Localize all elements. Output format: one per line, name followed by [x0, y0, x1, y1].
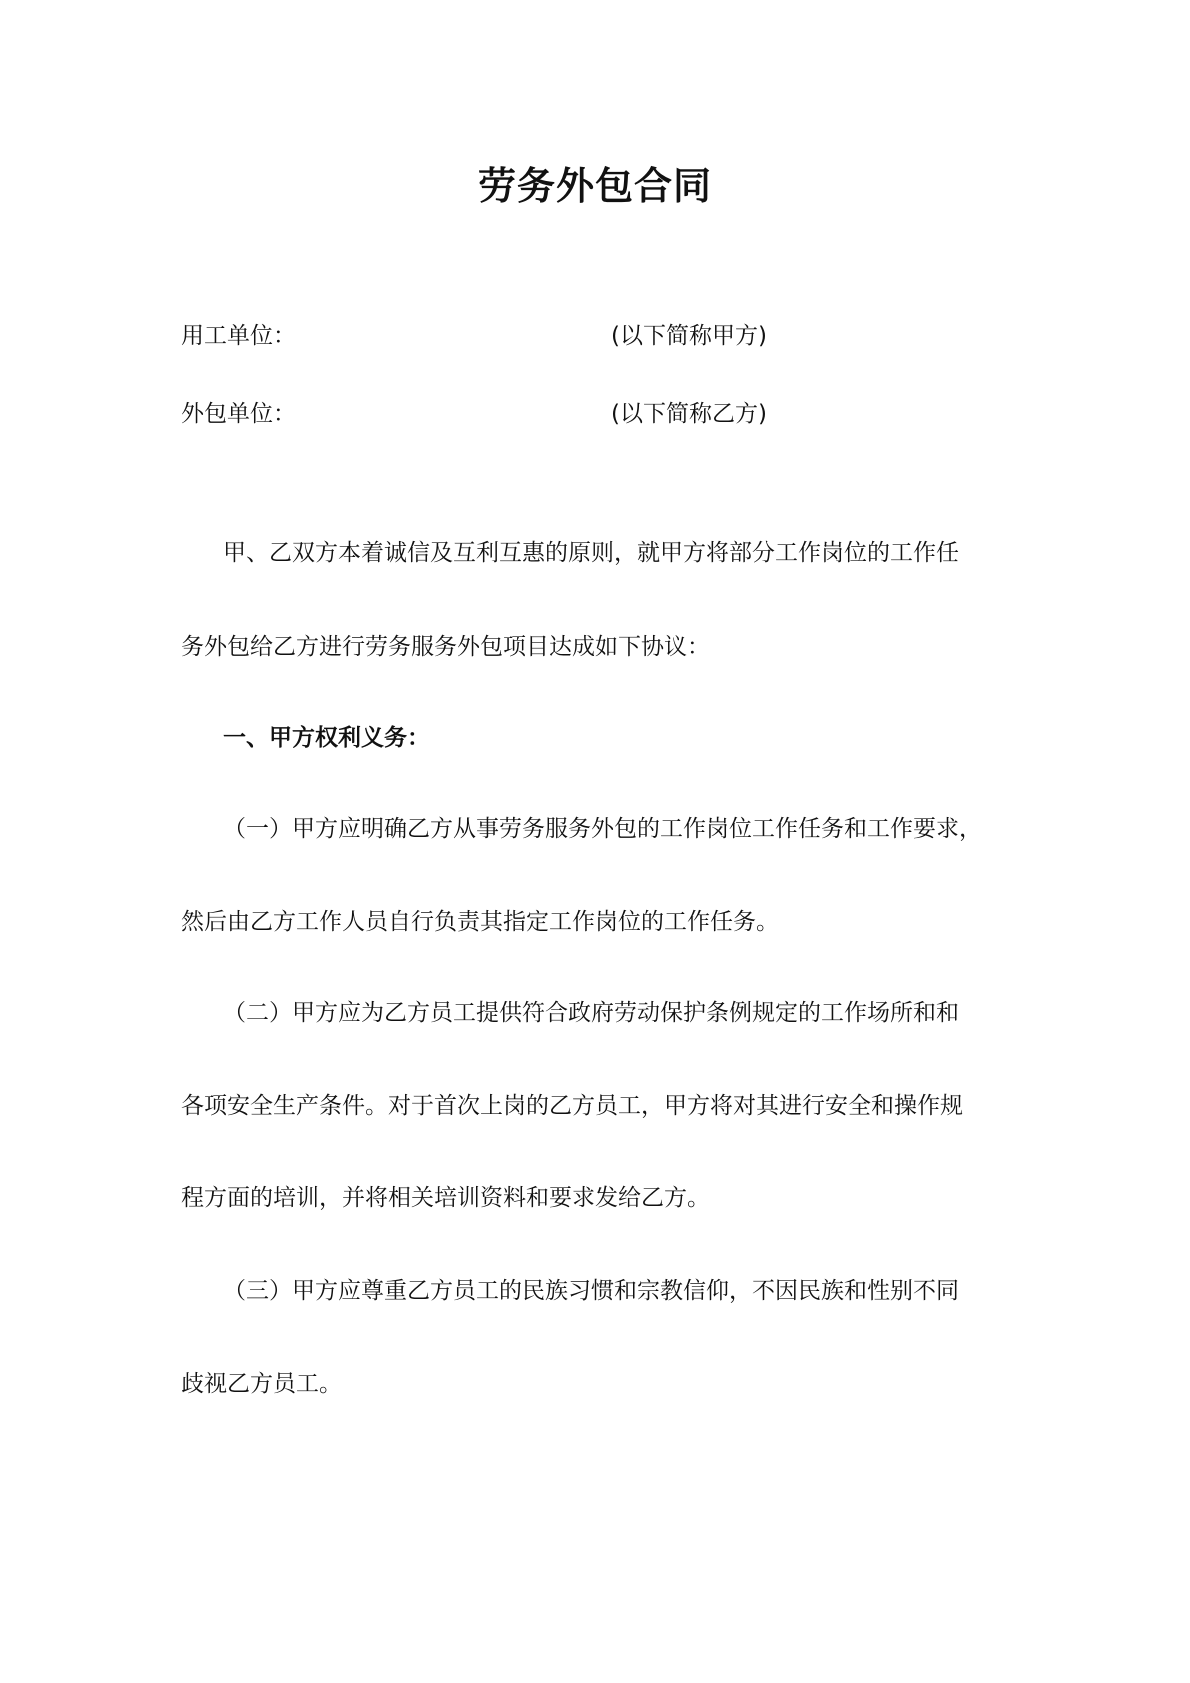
employer-note: (以下简称甲方)	[611, 323, 767, 349]
contractor-label: 外包单位：	[181, 401, 296, 427]
contractor-note: (以下简称乙方)	[611, 401, 767, 427]
intro-line-1: 甲、乙双方本着诚信及互利互惠的原则，就甲方将部分工作岗位的工作任	[223, 540, 959, 566]
clause-2-line-1: （二）甲方应为乙方员工提供符合政府劳动保护条例规定的工作场所和和	[223, 1000, 959, 1026]
section-heading-party-a: 一、甲方权利义务：	[223, 725, 430, 751]
clause-1-line-2: 然后由乙方工作人员自行负责其指定工作岗位的工作任务。	[181, 909, 779, 935]
clause-2-line-3: 程方面的培训，并将相关培训资料和要求发给乙方。	[181, 1185, 710, 1211]
clause-3-line-1: （三）甲方应尊重乙方员工的民族习惯和宗教信仰，不因民族和性别不同	[223, 1278, 959, 1304]
intro-line-2: 务外包给乙方进行劳务服务外包项目达成如下协议：	[181, 634, 710, 660]
clause-1-line-1: （一）甲方应明确乙方从事劳务服务外包的工作岗位工作任务和工作要求，	[223, 816, 982, 842]
employer-label: 用工单位：	[181, 323, 296, 349]
employer-row	[181, 318, 1081, 354]
document-title: 劳务外包合同	[477, 164, 712, 208]
contractor-row	[181, 396, 1081, 432]
clause-3-line-2: 歧视乙方员工。	[181, 1371, 342, 1397]
clause-2-line-2: 各项安全生产条件。对于首次上岗的乙方员工，甲方将对其进行安全和操作规	[181, 1093, 963, 1119]
